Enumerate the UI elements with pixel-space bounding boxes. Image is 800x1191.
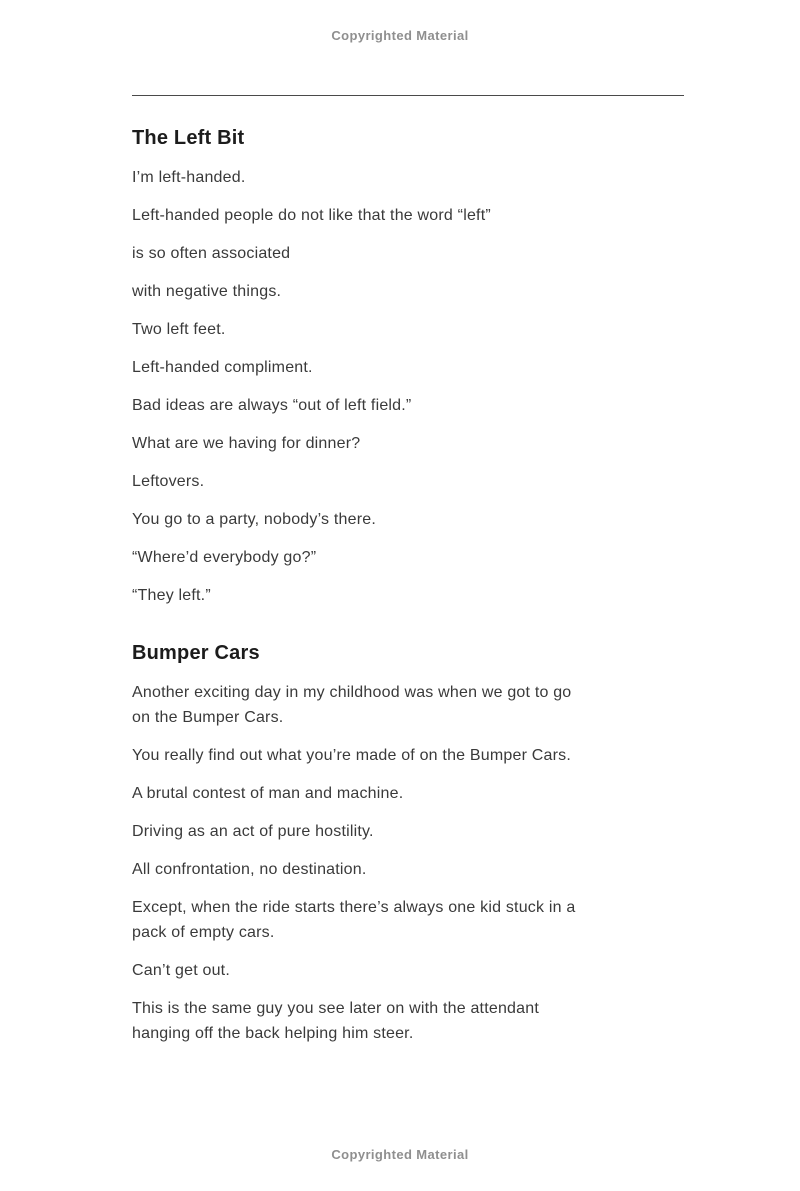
- paragraph: Another exciting day in my childhood was when we got to go on the Bumper Cars.: [132, 684, 572, 726]
- paragraph: What are we having for dinner?: [132, 435, 361, 452]
- paragraph: Except, when the ride starts there’s always one kid stuck in a pack of empty cars.: [132, 899, 576, 941]
- section-the-left-bit: [132, 125, 684, 608]
- paragraph: Two left feet.: [132, 321, 226, 338]
- paragraph: I’m left-handed.: [132, 169, 246, 186]
- paragraph: “They left.”: [132, 587, 211, 604]
- section-title: Bumper Cars: [132, 642, 260, 664]
- page-content: [132, 95, 684, 1059]
- paragraph: Bad ideas are always “out of left field.”: [132, 397, 412, 414]
- paragraph: Leftovers.: [132, 473, 205, 490]
- copyright-notice-top: Copyrighted Material: [331, 28, 469, 43]
- paragraph: Left-handed compliment.: [132, 359, 313, 376]
- paragraph: is so often associated: [132, 245, 291, 262]
- paragraph: Left-handed people do not like that the word “left”: [132, 207, 491, 224]
- paragraph: with negative things.: [132, 283, 282, 300]
- section-title: The Left Bit: [132, 127, 245, 149]
- paragraph: You go to a party, nobody’s there.: [132, 511, 377, 528]
- copyright-notice-bottom: Copyrighted Material: [331, 1147, 469, 1162]
- paragraph: Driving as an act of pure hostility.: [132, 823, 374, 840]
- paragraph: “Where’d everybody go?”: [132, 549, 317, 566]
- paragraph: A brutal contest of man and machine.: [132, 785, 404, 802]
- paragraph: You really find out what you’re made of on the Bumper Cars.: [132, 747, 572, 764]
- paragraph: This is the same guy you see later on with the attendant hanging off the back helping him steer.: [132, 1000, 539, 1042]
- paragraph: Can’t get out.: [132, 962, 230, 979]
- paragraph: All confrontation, no destination.: [132, 861, 367, 878]
- section-bumper-cars: [132, 640, 684, 1046]
